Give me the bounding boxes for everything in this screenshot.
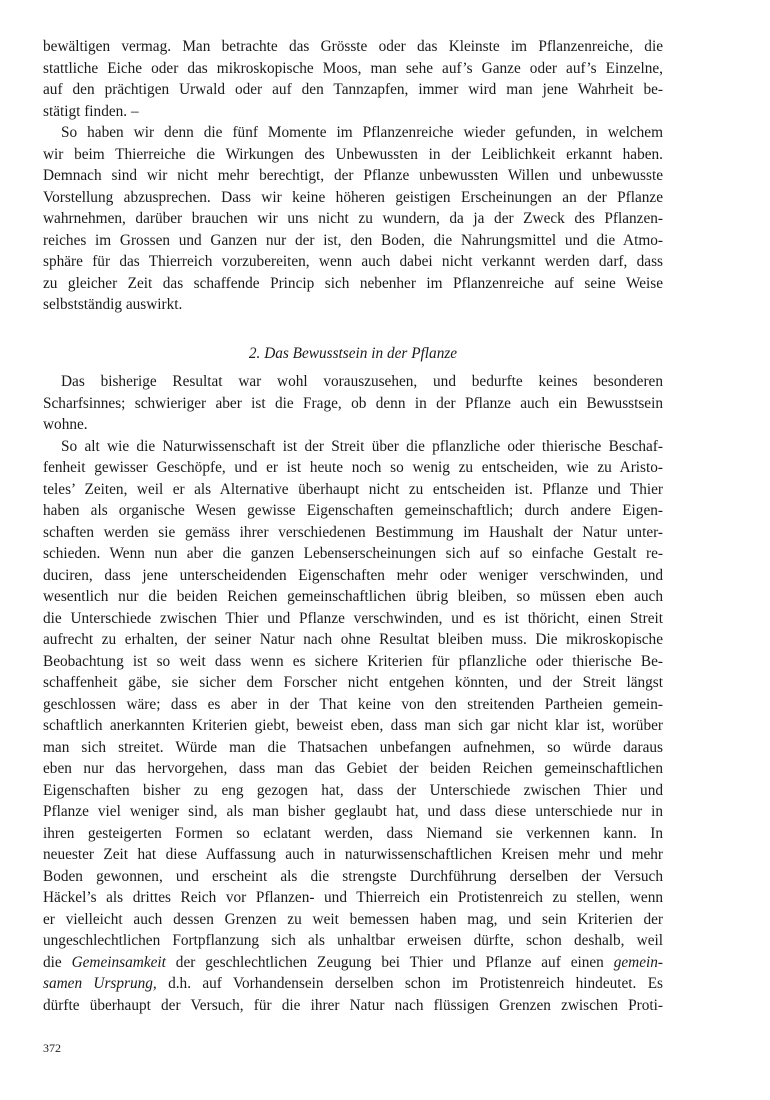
text-line: man sich streitet. Würde man die Thatsachen unbefangen aufnehmen, so würde daraus [43,738,663,756]
text-line: geschlossen wäre; dass es aber in der That keine von den streitenden Partheien gemein- [43,695,663,713]
text-line: Boden gewonnen, und erscheint als die strengste Durchführung derselben der Versuch [43,867,663,885]
text-line: wohne. [43,416,88,433]
section-heading: 2. Das Bewusstsein in der Pflanze [248,344,458,362]
text-line: samen Ursprung, d.h. auf Vorhandensein derselben schon im Protistenreich hindeutet. Es [43,975,664,992]
text-line: er vielleicht auch dessen Grenzen zu weit bemessen haben mag, und sein Kriterien der [43,910,663,928]
text-line: So alt wie die Naturwissenschaft ist der Streit über die pflanzliche oder thierische Beschaf- [61,437,663,455]
text-line: bewältigen vermag. Man betrachte das Grösste oder das Kleinste im Pflanzenreiche, die [43,38,663,55]
text-line: Häckel’s als drittes Reich vor Pflanzen- und Thierreich ein Protistenreich zu stellen, wenn [43,889,663,906]
text-line: auf den prächtigen Urwald oder auf den Tannzapfen, immer wird man jene Wahrheit be- [43,81,663,98]
text-line: Scharfsinnes; schwieriger aber ist die Frage, ob denn in der Pflanze auch ein Bewusstsein [43,394,663,412]
text-line: ungeschlechtlichen Fortpflanzung sich als unhaltbar erweisen dürfte, schon deshalb, weil [43,932,663,949]
text-line: aufrecht zu erhalten, der seiner Natur nach ohne Resultat bleiben muss. Die mikroskopische [43,631,663,648]
text-line: Vorstellung abzusprechen. Dass wir keine höheren geistigen Erscheinungen an der Pflanze [43,188,663,206]
text-line: neuester Zeit hat diese Auffassung auch in naturwissenschaftlichen Kreisen mehr und mehr [43,846,663,863]
text-line: die Gemeinsamkeit der geschlechtlichen Zeugung bei Thier und Pflanze auf einen gemein- [43,953,664,971]
text-line: schaffenheit gäbe, sie sicher dem Forscher nicht entgehen könnten, und der Streit längst [43,674,663,691]
emphasis: gemein- [613,953,664,971]
text-line: Demnach sind wir nicht mehr berechtigt, der Pflanze unbewussten Willen und unbewusste [43,167,663,184]
text-line: eben nur das hervorgehen, dass man das Gebiet der beiden Reichen gemeinschaftlichen [43,760,663,777]
text-line: So haben wir denn die fünf Momente im Pflanzenreiche wieder gefunden, in welchem [61,124,663,141]
text-line: wir beim Thierreiche die Wirkungen des Unbewussten in der Leiblichkeit erkannt haben. [43,145,663,163]
text-line: ihren gesteigerten Formen so eclatant werden, dass Niemand sie verkennen kann. In [43,824,663,842]
text-line: wahrnehmen, darüber brauchen wir uns nicht zu wundern, da ja der Zweck des Pflanzen- [43,210,663,227]
page-number: 372 [43,1041,61,1055]
text-line: teles’ Zeiten, weil er als Alternative überhaupt nicht zu entscheiden ist. Pflanze und Thier [43,480,663,498]
text-line: schaftlich anerkannten Kriterien giebt, beweist eben, dass man sich gar nicht klar ist, worüber [43,717,663,734]
paragraph [43,122,663,316]
emphasis: Gemeinsamkeit [71,953,166,971]
text-line: stätigt finden. – [43,102,139,120]
text-line: zu gleicher Zeit das schaffende Princip sich nebenher im Pflanzenreiche auf seine Weise [43,274,663,292]
text-line: Das bisherige Resultat war wohl vorauszusehen, und bedurfte keines besonderen [61,373,663,390]
text-line: schaften werden sie gemäss ihrer verschiedenen Bestimmung im Haushalt der Natur unter- [43,523,663,541]
text-line: stattliche Eiche oder das mikroskopische Moos, man sehe auf’s Ganze oder auf’s Einzelne, [43,59,663,77]
text-line: duciren, dass jene unterscheidenden Eigenschaften mehr oder weniger verschwinden, und [43,566,663,584]
emphasis: samen Ursprung, [43,975,157,992]
paragraph [43,436,663,1017]
text-line: Pflanze viel weniger sind, als man bisher geglaubt hat, und dass diese unterschiede nur in [43,803,663,820]
text-line: schieden. Wenn nun aber die ganzen Lebenserscheinungen sich auf so einfache Gestalt re- [43,545,663,562]
body-text [43,36,663,1016]
text-line: Beobachtung ist so weit dass wenn es sichere Kriterien für pflanzliche oder thierische Be- [43,652,663,670]
text-line: selbstständig auswirkt. [43,296,183,313]
text-line: fenheit gewisser Geschöpfe, und er ist heute noch so wenig zu entscheiden, wie zu Aristo- [43,459,663,476]
paragraph [43,36,663,122]
text-line: sphäre für das Thierreich vorzubereiten, wenn auch dabei nicht verkannt werden darf, dass [43,253,663,270]
paragraph [43,371,663,436]
text-line: wesentlich nur die beiden Reichen gemeinschaftlichen übrig bleiben, so müssen eben auch [43,588,663,605]
text-line: dürfte überhaupt der Versuch, für die ihrer Natur nach flüssigen Grenzen zwischen Proti- [43,996,663,1014]
text-line: haben als organische Wesen gewisse Eigenschaften gemeinschaftlich; durch andere Eigen- [43,502,663,519]
text-line: die Unterschiede zwischen Thier und Pflanze verschwinden, und es ist thöricht, einen Streit [43,609,663,627]
text-line: Eigenschaften bisher zu eng gezogen hat, dass der Unterschiede zwischen Thier und [43,781,663,799]
text-line: reiches im Grossen und Ganzen nur der ist, den Boden, die Nahrungsmittel und die Atmo- [43,231,663,249]
